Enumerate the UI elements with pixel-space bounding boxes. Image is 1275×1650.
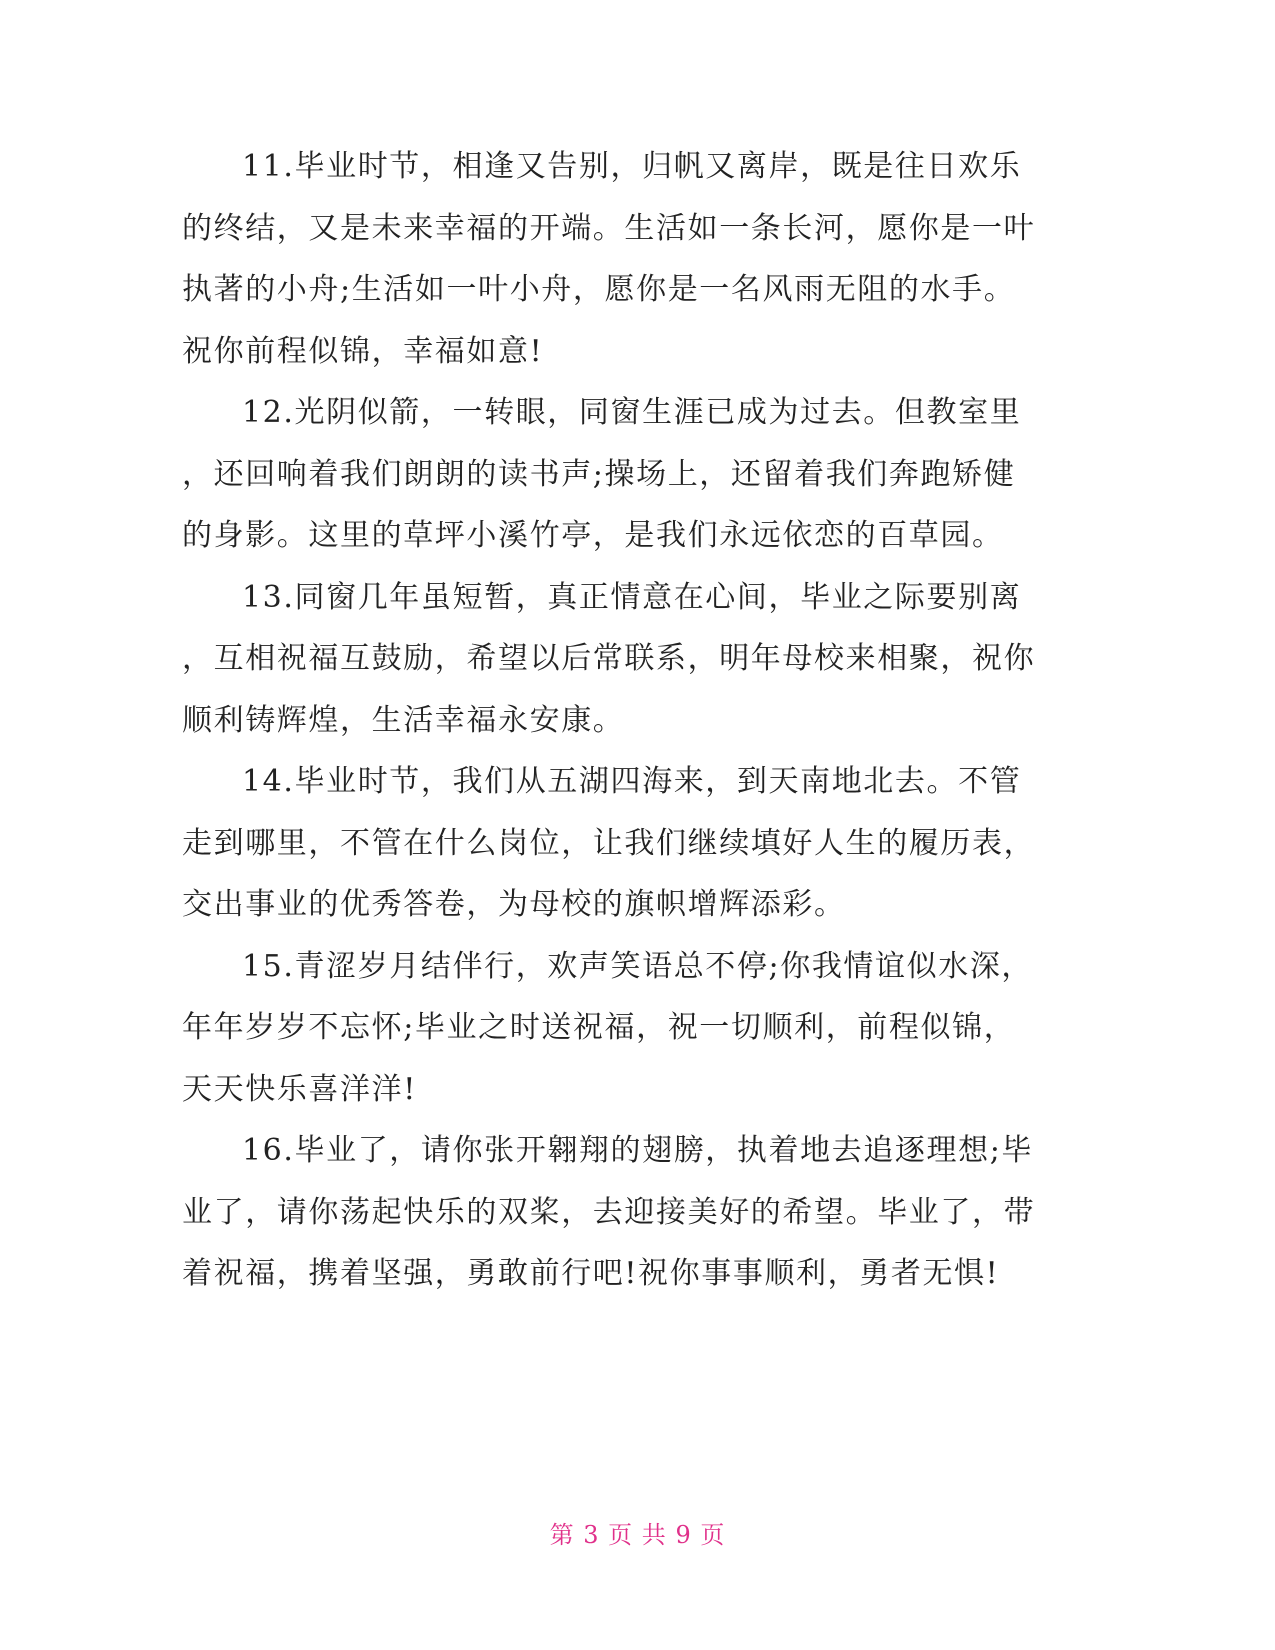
paragraph-line: 交出事业的优秀答卷，为母校的旗帜增辉添彩。 <box>182 887 846 922</box>
page-number-footer: 第 3 页 共 9 页 <box>549 1521 726 1549</box>
paragraph-12 <box>182 382 1042 567</box>
paragraph-line: 14.毕业时节，我们从五湖四海来，到天南地北去。不管 <box>242 764 1022 799</box>
paragraph-line: 的终结，又是未来幸福的开端。生活如一条长河，愿你是一叶 <box>182 210 1036 246</box>
paragraph-line: 年年岁岁不忘怀;毕业之时送祝福，祝一切顺利，前程似锦， <box>182 1010 1016 1045</box>
paragraph-line: 天天快乐喜洋洋! <box>182 1071 417 1107</box>
paragraph-15 <box>182 936 1042 1121</box>
paragraph-line: 13.同窗几年虽短暂，真正情意在心间，毕业之际要别离 <box>242 579 1022 615</box>
paragraph-14 <box>182 751 1042 936</box>
paragraph-13 <box>182 567 1042 752</box>
paragraph-line: 顺利铸辉煌，生活幸福永安康。 <box>182 702 625 738</box>
paragraph-line: 11.毕业时节，相逢又告别，归帆又离岸，既是往日欢乐 <box>242 149 1022 184</box>
paragraph-11 <box>182 136 1042 382</box>
paragraph-line: 的身影。这里的草坪小溪竹亭，是我们永远依恋的百草园。 <box>182 518 1004 553</box>
paragraph-line: 15.青涩岁月结伴行，欢声笑语总不停;你我情谊似水深， <box>242 948 1034 984</box>
paragraph-line: ，互相祝福互鼓励，希望以后常联系，明年母校来相聚，祝你 <box>182 641 1036 676</box>
paragraph-line: 12.光阴似箭，一转眼，同窗生涯已成为过去。但教室里 <box>242 395 1022 430</box>
paragraph-line: 16.毕业了，请你张开翱翔的翅膀，执着地去追逐理想;毕 <box>242 1133 1034 1168</box>
paragraph-line: 执著的小舟;生活如一叶小舟，愿你是一名风雨无阻的水手。 <box>182 272 1016 307</box>
paragraph-line: ，还回响着我们朗朗的读书声;操场上，还留着我们奔跑矫健 <box>182 456 1016 492</box>
paragraph-line: 业了，请你荡起快乐的双桨，去迎接美好的希望。毕业了，带 <box>182 1194 1036 1230</box>
paragraph-line: 走到哪里，不管在什么岗位，让我们继续填好人生的履历表， <box>182 825 1036 861</box>
paragraph-16 <box>182 1120 1042 1305</box>
document-body <box>182 136 1042 1305</box>
paragraph-line: 着祝福，携着坚强，勇敢前行吧!祝你事事顺利，勇者无惧! <box>182 1256 1000 1291</box>
paragraph-line: 祝你前程似锦，幸福如意! <box>182 333 544 369</box>
